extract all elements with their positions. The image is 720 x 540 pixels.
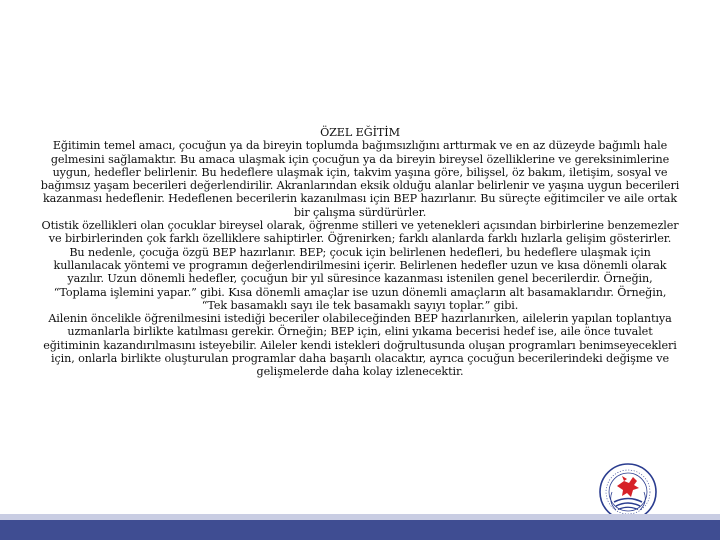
- document-body: [40, 126, 680, 379]
- paragraph-1: Eğitimin temel amacı, çocuğun ya da bireyin toplumda bağımsızlığını arttırmak ve en az düzeyde bağımlı hale gelmesini sağlamaktır. Bu amaca ulaşmak için çocuğun ya da bireyin bireysel özelliklerine ve gereksinimlerine uygun, hedefler belirlenir. Bu hedeflere ulaşmak için, takvim yaşına göre, bilişsel, öz bakım, iletişim, sosyal ve bağımsız yaşam becerileri değerlendirilir. Akranlarından eksik olduğu alanlar belirlenir ve yaşına uygun becerileri kazanması hedeflenir. Hedeflenen becerilerin kazanılması için BEP hazırlanır. Bu süreçte eğitimciler ve aile ortak bir çalışma sürdürürler.: [40, 139, 680, 219]
- paragraph-3: Ailenin öncelikle öğrenilmesini istediği beceriler olabileceğinden BEP hazırlanırken, ailelerin yapılan toplantıya uzmanlarla birlikte katılması gerekir. Örneğin; BEP için, elini yıkama becerisi hedef ise, aile önce tuvalet eğitiminin kazandırılmasını isteyebilir. Aileler kendi istekleri doğrultusunda oluşan programları benimseyecekleri için, onlarla birlikte oluşturulan programlar daha başarılı olacaktır, ayrıca çocuğun becerilerindeki değişme ve gelişmelerde daha kolay izlenecektir.: [43, 312, 677, 379]
- paragraph-2: Otistik özellikleri olan çocuklar bireysel olarak, öğrenme stilleri ve yetenekleri açısından birbirlerine benzemezler ve birbirlerinden çok farklı özelliklere sahiptirler. Öğrenirken; farklı alanlarda farklı hızlarla gelişim gösterirler. Bu nedenle, çocuğa özgü BEP hazırlanır. BEP; çocuk için belirlenen hedefleri, bu hedeflere ulaşmak için kullanılacak yöntemi ve programın değerlendirilmesini içerir. Belirlenen hedefler uzun ve kısa dönemli olarak yazılır. Uzun dönemli hedefler, çocuğun bir yıl süresince kazanması istenilen genel becerilerdir. Örneğin, “Toplama işlemini yapar.” gibi. Kısa dönemli amaçlar ise uzun dönemli amaçların alt basamaklarıdır. Örneğin, “Tek basamaklı sayı ile tek basamaklı sayıyı toplar.” gibi.: [41, 219, 679, 312]
- document-title: ÖZEL EĞİTİM: [320, 126, 400, 139]
- university-emblem-icon: [598, 462, 658, 522]
- footer-bar: [0, 514, 720, 540]
- footer-bar-dark-stripe: [0, 520, 720, 540]
